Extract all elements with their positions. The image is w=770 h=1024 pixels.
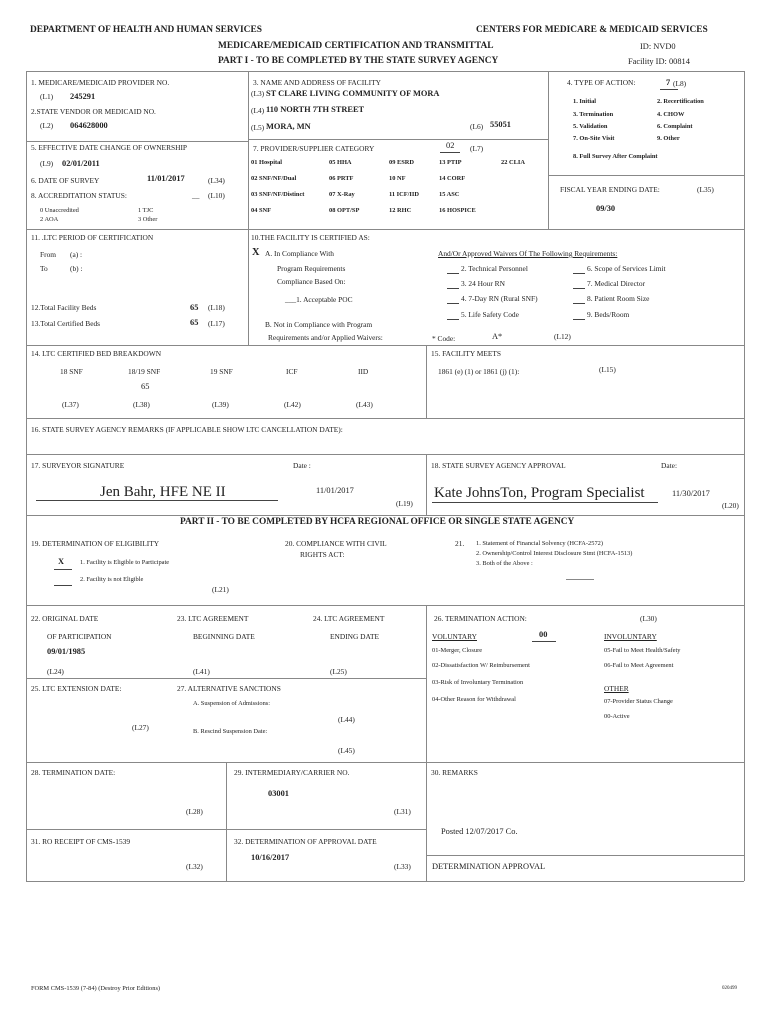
- s27-a-code: (L44): [338, 715, 355, 724]
- term-v1: 01-Merger, Closure: [432, 647, 483, 654]
- facility-name: ST CLARE LIVING COMMUNITY OF MORA: [266, 89, 440, 98]
- s27-b-code: (L45): [338, 746, 355, 755]
- cat-16: 16 HOSPICE: [439, 207, 476, 214]
- cat-04: 04 SNF: [251, 207, 272, 214]
- s5-code: (L9): [40, 159, 54, 168]
- facility-zip: 55051: [490, 120, 511, 129]
- waiver-8: 8. Patient Room Size: [587, 294, 650, 303]
- s6-code: (L34): [208, 176, 225, 185]
- waiver-7: 7. Medical Director: [587, 279, 646, 288]
- waiver-2: 2. Technical Personnel: [461, 264, 528, 273]
- s22-label: 22. ORIGINAL DATE: [31, 614, 99, 623]
- s8-label: 8. ACCREDITATION STATUS:: [31, 191, 127, 200]
- bed-code-2: (L38): [133, 400, 150, 409]
- code-value: A*: [492, 332, 503, 341]
- term-v4: 04-Other Reason for Withdrawal: [432, 696, 516, 703]
- cat-10: 10 NF: [389, 175, 406, 182]
- s1-label: 1. MEDICARE/MEDICAID PROVIDER NO.: [31, 78, 170, 87]
- s24-code: (L25): [330, 667, 347, 676]
- vendor-number: 064628000: [70, 121, 108, 130]
- s7-code: (L7): [470, 144, 484, 153]
- s5-label: 5. EFFECTIVE DATE CHANGE OF OWNERSHIP: [31, 143, 188, 152]
- s17-date-label: Date :: [293, 461, 311, 470]
- s19-o2: 2. Facility is not Eligible: [80, 576, 144, 583]
- ownership-change-date: 02/01/2011: [62, 159, 100, 168]
- involuntary-heading: INVOLUNTARY: [604, 632, 657, 641]
- fiscal-year-end: 09/30: [596, 204, 616, 213]
- s11-label: 11. .LTC PERIOD OF CERTIFICATION: [31, 233, 154, 242]
- s19-label: 19. DETERMINATION OF ELIGIBILITY: [31, 539, 160, 548]
- s10-label: 10.THE FACILITY IS CERTIFIED AS:: [251, 233, 370, 242]
- form-id: ID: NVD0: [640, 42, 676, 51]
- s22-code: (L24): [47, 667, 64, 676]
- s18-label: 18. STATE SURVEY AGENCY APPROVAL: [431, 461, 566, 470]
- facility-street: 110 NORTH 7TH STREET: [266, 105, 365, 114]
- action-opt-3: 3. Termination: [573, 111, 614, 118]
- bed-code-3: (L39): [212, 400, 229, 409]
- facility-city: MORA, MN: [266, 122, 311, 131]
- code-label: * Code:: [432, 334, 456, 343]
- s17-code: (L19): [396, 499, 413, 508]
- s3-l3: (L3): [251, 89, 265, 98]
- s4-label: 4. TYPE OF ACTION:: [567, 78, 636, 87]
- l12-code: (L12): [554, 332, 571, 341]
- s6-label: 6. DATE OF SURVEY: [31, 176, 100, 185]
- surveyor-signature: Jen Bahr, HFE NE II: [100, 484, 226, 500]
- accreditation-value: __: [192, 191, 200, 200]
- determination-approval-date: 10/16/2017: [251, 853, 290, 862]
- facility-id: Facility ID: 00814: [628, 57, 690, 66]
- cat-09: 09 ESRD: [389, 159, 415, 166]
- cat-08: 08 OPT/SP: [329, 207, 360, 214]
- s15-code: (L15): [599, 365, 616, 374]
- s16-label: 16. STATE SURVEY AGENCY REMARKS (IF APPLICABLE SHOW LTC CANCELLATION DATE):: [31, 425, 343, 434]
- s32-label: 32. DETERMINATION OF APPROVAL DATE: [234, 837, 377, 846]
- acc-opt-0: 0 Unaccredited: [40, 207, 79, 214]
- fy-code: (L35): [697, 185, 714, 194]
- original-participation-date: 09/01/1985: [47, 647, 86, 656]
- waiver-9: 9. Beds/Room: [587, 310, 630, 319]
- total-facility-beds: 65: [190, 303, 199, 312]
- acc-opt-3: 3 Other: [138, 216, 158, 223]
- cat-07: 07 X-Ray: [329, 191, 355, 198]
- s19-o1: 1. Facility is Eligible to Participate: [80, 559, 170, 566]
- waiver-6: 6. Scope of Services Limit: [587, 264, 666, 273]
- agency-approval-signature: Kate JohnsTon, Program Specialist: [434, 485, 645, 501]
- bed-col-5: IID: [358, 367, 369, 376]
- termination-action-value: 00: [539, 630, 548, 639]
- intermediary-number: 03001: [268, 789, 289, 798]
- action-type-value: 7: [666, 78, 671, 87]
- cat-12: 12 RHC: [389, 207, 412, 214]
- action-opt-4: 4. CHOW: [657, 111, 685, 118]
- part1-title: PART I - TO BE COMPLETED BY THE STATE SURVEY AGENCY: [218, 56, 499, 66]
- s10-poc: ___1. Acceptable POC: [285, 295, 353, 304]
- s2-label: 2.STATE VENDOR OR MEDICAID NO.: [31, 107, 156, 116]
- term-v3: 03-Risk of Involuntary Termination: [432, 679, 524, 686]
- s11-from: From: [40, 250, 57, 259]
- s2-code: (L2): [40, 121, 54, 130]
- dept-title: DEPARTMENT OF HEALTH AND HUMAN SERVICES: [30, 25, 262, 35]
- s25-code: (L27): [132, 723, 149, 732]
- part2-title: PART II - TO BE COMPLETED BY HCFA REGIONAL OFFICE OR SINGLE STATE AGENCY: [180, 517, 575, 527]
- term-v2: 02-Dissatisfaction W/ Reimbursement: [432, 662, 530, 669]
- bed-code-1: (L37): [62, 400, 79, 409]
- term-i1: 05-Fail to Meet Health/Safety: [604, 647, 681, 654]
- bed-code-5: (L43): [356, 400, 373, 409]
- s11-tb: (b) :: [70, 264, 83, 273]
- s10-req2: Compliance Based On:: [277, 277, 346, 286]
- s18-date-label: Date:: [661, 461, 678, 470]
- s23-code: (L41): [193, 667, 210, 676]
- cat-03: 03 SNF/NF/Distinct: [251, 191, 305, 198]
- s7-label: 7. PROVIDER/SUPPLIER CATEGORY: [253, 144, 375, 153]
- s24-sub: ENDING DATE: [330, 632, 380, 641]
- s21-o2: 2. Ownership/Control Interest Disclosure Stmt (HCFA-1513): [476, 550, 633, 557]
- s8-code: (L10): [208, 191, 225, 200]
- s10-b2: Requirements and/or Applied Waivers:: [268, 333, 383, 342]
- action-opt-2: 2. Recertification: [657, 98, 704, 105]
- s13-label: 13.Total Certified Beds: [31, 319, 101, 328]
- s10-b1: B. Not in Compliance with Program: [265, 320, 373, 329]
- s27-label: 27. ALTERNATIVE SANCTIONS: [177, 684, 281, 693]
- bed-value-18-19-snf: 65: [141, 382, 150, 391]
- other-heading: OTHER: [604, 684, 629, 693]
- total-certified-beds: 65: [190, 318, 199, 327]
- cat-13: 13 PTIP: [439, 159, 462, 166]
- bed-col-1: 18 SNF: [60, 367, 83, 376]
- bed-col-3: 19 SNF: [210, 367, 233, 376]
- cms-title: CENTERS FOR MEDICARE & MEDICAID SERVICES: [476, 25, 708, 35]
- s23-label: 23. LTC AGREEMENT: [177, 614, 249, 623]
- voluntary-heading: VOLUNTARY: [432, 632, 477, 641]
- s19-code: (L21): [212, 585, 229, 594]
- s26-code: (L30): [640, 614, 657, 623]
- s23-sub: BEGINNING DATE: [193, 632, 255, 641]
- s21-o3: 3. Both of the Above :: [476, 560, 533, 567]
- s10-a: A. In Compliance With: [265, 249, 334, 258]
- s13-code: (L17): [208, 319, 225, 328]
- s20-label2: RIGHTS ACT:: [300, 550, 345, 559]
- cat-22: 22 CLIA: [501, 159, 525, 166]
- s21-o1: 1. Statement of Financial Solvency (HCFA-2572): [476, 540, 603, 547]
- s3-l4: (L4): [251, 106, 265, 115]
- cat-14: 14 CORF: [439, 175, 466, 182]
- form-title: MEDICARE/MEDICAID CERTIFICATION AND TRANSMITTAL: [218, 41, 494, 51]
- s3-l6: (L6): [470, 122, 484, 131]
- s1-code: (L1): [40, 92, 54, 101]
- s31-label: 31. RO RECEIPT OF CMS-1539: [31, 837, 131, 846]
- term-o1: 07-Provider Status Change: [604, 698, 673, 705]
- cat-05: 05 HHA: [329, 159, 352, 166]
- waiver-5: 5. Life Safety Code: [461, 310, 519, 319]
- s29-code: (L31): [394, 807, 411, 816]
- acc-opt-1: 1 TJC: [138, 207, 154, 214]
- waiver-3: 3. 24 Hour RN: [461, 279, 505, 288]
- s17-label: 17. SURVEYOR SIGNATURE: [31, 461, 125, 470]
- s29-label: 29. INTERMEDIARY/CARRIER NO.: [234, 768, 350, 777]
- action-opt-6: 6. Complaint: [657, 123, 693, 130]
- s31-code: (L32): [186, 862, 203, 871]
- fy-label: FISCAL YEAR ENDING DATE:: [560, 185, 660, 194]
- remarks-determination: DETERMINATION APPROVAL: [432, 862, 546, 871]
- s14-label: 14. LTC CERTIFIED BED BREAKDOWN: [31, 349, 162, 358]
- s22-sub: OF PARTICIPATION: [47, 632, 112, 641]
- cat-02: 02 SNF/NF/Dual: [251, 175, 297, 182]
- agency-approval-date: 11/30/2017: [672, 489, 710, 498]
- action-opt-8: 8. Full Survey After Complaint: [573, 153, 658, 160]
- cat-06: 06 PRTF: [329, 175, 354, 182]
- s10-req1: Program Requirements: [277, 264, 346, 273]
- s26-label: 26. TERMINATION ACTION:: [434, 614, 527, 623]
- s30-label: 30. REMARKS: [431, 768, 478, 777]
- s12-code: (L18): [208, 303, 225, 312]
- action-opt-5: 5. Validation: [573, 123, 608, 130]
- term-i2: 06-Fail to Meet Agreement: [604, 662, 674, 669]
- s15-text: 1861 (e) (1) or 1861 (j) (1):: [438, 367, 520, 376]
- bed-code-4: (L42): [284, 400, 301, 409]
- term-o2: 00-Active: [604, 713, 630, 720]
- action-opt-7: 7. On-Site Visit: [573, 135, 615, 142]
- survey-date: 11/01/2017: [147, 174, 185, 183]
- bed-col-2: 18/19 SNF: [128, 367, 161, 376]
- s4-code: (L8): [673, 79, 687, 88]
- s28-label: 28. TERMINATION DATE:: [31, 768, 116, 777]
- cat-15: 15 ASC: [439, 191, 460, 198]
- s24-label: 24. LTC AGREEMENT: [313, 614, 385, 623]
- s15-label: 15. FACILITY MEETS: [431, 349, 502, 358]
- s21-label: 21.: [455, 539, 465, 548]
- bed-col-4: ICF: [286, 367, 298, 376]
- waiver-4: 4. 7-Day RN (Rural SNF): [461, 294, 538, 303]
- waivers-heading: And/Or Approved Waivers Of The Following Requirements:: [438, 249, 618, 258]
- s3-l5: (L5): [251, 123, 265, 132]
- acc-opt-2: 2 AOA: [40, 216, 59, 223]
- s11-to: To: [40, 264, 48, 273]
- action-opt-9: 9. Other: [657, 135, 680, 142]
- s11-fa: (a) :: [70, 250, 83, 259]
- compliance-x: X: [252, 247, 260, 258]
- action-opt-1: 1. Initial: [573, 98, 597, 105]
- s18-code: (L20): [722, 501, 739, 510]
- s28-code: (L28): [186, 807, 203, 816]
- s3-label: 3. NAME AND ADDRESS OF FACILITY: [253, 78, 381, 87]
- remarks-posted: Posted 12/07/2017 Co.: [441, 827, 518, 836]
- s32-code: (L33): [394, 862, 411, 871]
- s20-label1: 20. COMPLIANCE WITH CIVIL: [285, 539, 387, 548]
- s27-b: B. Rescind Suspension Date:: [193, 728, 268, 735]
- cat-11: 11 ICF/IID: [389, 191, 420, 198]
- provider-category-value: 02: [446, 141, 455, 150]
- s27-a: A. Suspension of Admissions:: [193, 700, 271, 707]
- provider-number: 245291: [70, 92, 96, 101]
- cat-01: 01 Hospital: [251, 159, 283, 166]
- form-number: FORM CMS-1539 (7-84) (Destroy Prior Editions): [31, 985, 161, 992]
- surveyor-date: 11/01/2017: [316, 486, 354, 495]
- form-code: 020499: [722, 986, 737, 991]
- eligible-x: X: [58, 557, 65, 566]
- s25-label: 25. LTC EXTENSION DATE:: [31, 684, 122, 693]
- s12-label: 12.Total Facility Beds: [31, 303, 97, 312]
